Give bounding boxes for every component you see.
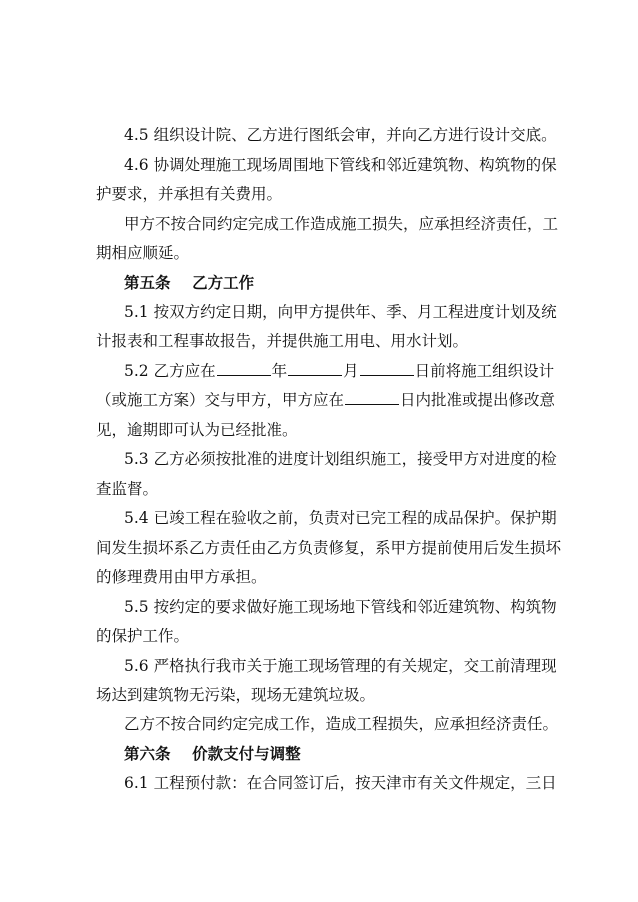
text: 日前将施工组织设计 (414, 362, 555, 380)
text: 4.6 协调处理施工现场周围地下管线和邻近建筑物、构筑物的保 (124, 156, 557, 174)
article-5-heading (124, 269, 548, 298)
clause-5-4-line-3 (96, 563, 548, 592)
clause-4-6-line-1 (124, 151, 557, 180)
text: 4.5 组织设计院、乙方进行图纸会审，并向乙方进行设计交底。 (124, 126, 557, 144)
text: 乙方不按合同约定完成工作，造成工程损失，应承担经济责任。 (124, 715, 559, 733)
text: 5.2 乙方应在 (124, 362, 216, 380)
text: 日内批准或提出修改意 (400, 391, 556, 409)
article-6-heading (124, 740, 548, 769)
clause-5-6-line-2 (96, 681, 548, 710)
text: 甲方不按合同约定完成工作造成施工损失，应承担经济责任，工 (124, 215, 559, 233)
text: 年 (271, 362, 288, 380)
clause-5-3-line-2 (96, 475, 548, 504)
clause-5-2-line-1 (124, 357, 555, 386)
clause-5-5-line-2 (96, 622, 548, 651)
heading-text: 第六条 价款支付与调整 (124, 745, 301, 763)
text: 5.3 乙方必须按批准的进度计划组织施工，接受甲方对进度的检 (124, 450, 557, 468)
clause-5-1-line-1 (124, 298, 557, 327)
clause-5-4-line-2 (96, 534, 562, 563)
heading-text: 第五条 乙方工作 (124, 274, 255, 292)
text: 见，逾期即可认为已经批准。 (96, 421, 298, 439)
clause-5-2-line-2 (96, 386, 556, 415)
party-b-liability-line (124, 710, 559, 739)
clause-5-6-line-1 (124, 652, 557, 681)
text: 场达到建筑物无污染，现场无建筑垃圾。 (96, 686, 376, 704)
clause-6-1-line-1 (124, 769, 557, 798)
clause-5-4-line-1 (124, 504, 557, 533)
party-a-liability-line-1 (124, 210, 559, 239)
clause-5-2-line-3 (96, 416, 548, 445)
clause-4-6-line-2 (96, 180, 548, 209)
day-blank[interactable] (360, 357, 414, 376)
text: 查监督。 (96, 480, 159, 498)
text: 护要求，并承担有关费用。 (96, 185, 283, 203)
clause-5-5-line-1 (124, 593, 557, 622)
text: 5.6 严格执行我市关于施工现场管理的有关规定，交工前清理现 (124, 657, 557, 675)
text: 月 (343, 362, 359, 380)
clause-4-5-line (124, 121, 557, 150)
clause-5-1-line-2 (96, 327, 548, 356)
text: 计报表和工程事故报告，并提供施工用电、用水计划。 (96, 332, 469, 350)
text: 间发生损坏系乙方责任由乙方负责修复，系甲方提前使用后发生损坏 (96, 539, 562, 557)
party-a-liability-line-2 (96, 239, 548, 268)
clause-5-3-line-1 (124, 445, 557, 474)
text: 5.5 按约定的要求做好施工现场地下管线和邻近建筑物、构筑物 (124, 598, 557, 616)
text: 5.4 已竣工程在验收之前，负责对已完工程的成品保护。保护期 (124, 509, 557, 527)
text: 的修理费用由甲方承担。 (96, 568, 267, 586)
text: 5.1 按双方约定日期，向甲方提供年、季、月工程进度计划及统 (124, 303, 557, 321)
month-blank[interactable] (288, 357, 342, 376)
text: （或施工方案）交与甲方，甲方应在 (96, 391, 345, 409)
approval-days-blank[interactable] (345, 386, 399, 405)
year-blank[interactable] (217, 357, 271, 376)
text: 期相应顺延。 (96, 244, 190, 262)
text: 6.1 工程预付款：在合同签订后，按天津市有关文件规定，三日 (124, 774, 557, 792)
text: 的保护工作。 (96, 627, 190, 645)
